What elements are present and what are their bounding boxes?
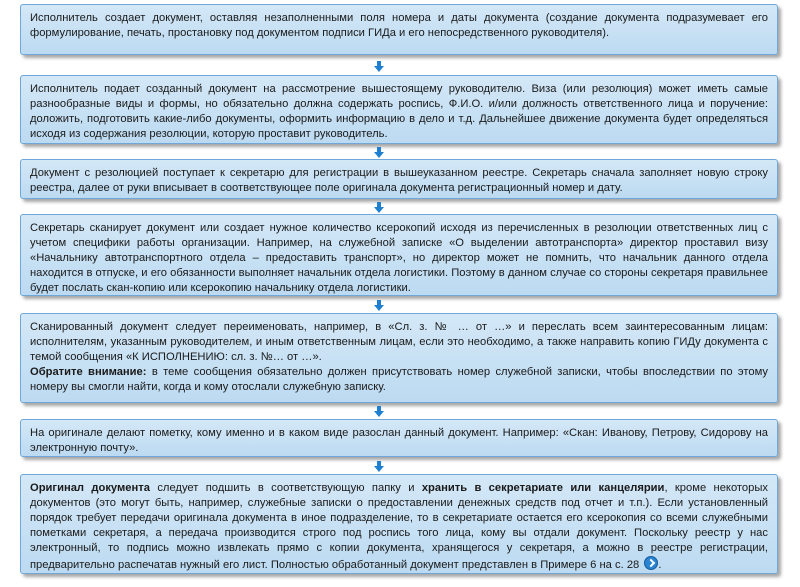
arrow-down-icon: [374, 466, 384, 472]
step-text-3: Документ с резолюцией поступает к секретарю для регистрации в вышеуказанном реестре. Секретарь сначала заполняет новую строку реестра, далее от руки вписывает в соответствующее поле оригинала документа регистрационный номер и дату.: [30, 167, 768, 194]
step-box-4: [20, 214, 778, 296]
step-box-1: [20, 4, 778, 55]
arrow-down-icon: [374, 152, 384, 158]
step-box-3: [20, 159, 778, 199]
arrow-down-icon: [374, 66, 384, 72]
page-reference-icon[interactable]: [644, 556, 658, 570]
step-text-6: На оригинале делают пометку, кому именно и в каком виде разослан данный документ. Например: «Скан: Иванову, Петрову, Сидорову на электронную почту».: [30, 427, 768, 454]
step-box-7: [20, 474, 778, 574]
arrow-down-icon: [374, 207, 384, 213]
arrow-down-icon: [374, 411, 384, 417]
step-box-6: [20, 419, 778, 457]
note-label: Обратите внимание:: [30, 366, 147, 378]
bold-original: Оригинал документа: [30, 482, 150, 494]
step-note-5: [30, 365, 768, 395]
step-text-4: Секретарь сканирует документ или создает нужное количество ксерокопий исходя из перечисленных в резолюции ответственных лиц с учетом специфики работы организации. Например, на служебной записке «О выделении автотранспорта» директор проставил визу «Начальнику автотранспортного отдела – предоставить транспорт», но директор может не помнить, что начальник данного отдела находится в отпуске, и его обязанности выполняет начальник отдела логистики. Поэтому в данном случае со стороны секретаря правильнее будет послать скан-копию или ксерокопию начальнику отдела логистики.: [30, 222, 768, 294]
step-text-7: [30, 481, 768, 573]
arrow-down-icon: [374, 305, 384, 311]
bold-storage: хранить в секретариате или канцелярии: [421, 482, 665, 494]
text-part-1: следует подшить в соответствующую папку и: [149, 482, 422, 494]
note-text: в теме сообщения обязательно должен присутствовать номер служебной записки, чтобы впоследствии по этому номеру вы смогли найти, когда и кому отослали служебную записку.: [30, 366, 769, 393]
step-text-5: Сканированный документ следует переименовать, например, в «Сл. з. № … от …» и переслать всем заинтересованным лицам: исполнителям, указанным руководителем, и иным ответственным лицам, если это необходимо, а также направить копию ГИДу документа с темой сообщения «К ИСПОЛНЕНИЮ: сл. з. №… от …».: [30, 321, 768, 363]
step-box-2: [20, 75, 778, 144]
step-text-1: Исполнитель создает документ, оставляя незаполненными поля номера и даты документа (создание документа подразумевает его формулирование, печать, простановку под документом подписи ГИДа и его непосредственного руководителя).: [30, 12, 768, 39]
step-box-5: [20, 313, 778, 403]
step-text-2: Исполнитель подает созданный документ на рассмотрение вышестоящему руководителю. Виза (или резолюция) может иметь самые разнообразные виды и формы, но обязательно должна содержать роспись, Ф.И.О. и/или должность ответственного лица и поручение: доложить, подготовить какие-либо документы, оформить информацию в дело и т.д. Дальнейшее движение документа будет определяться исходя из содержания резолюции, которую проставит руководитель.: [30, 83, 768, 140]
text-part-2: , кроме некоторых документов (это могут быть, например, служебные записки о предоставлении денежных средств под отчет и т.п.). Если установленный порядок требует передачи оригинала документа в иное подразделение, то в секретариате остается его ксерокопия со всеми служебными пометками секретаря, а передача производится строго под роспись того лица, кому вы отдали документ. Поскольку реестр у нас электронный, то подпись можно извлекать прямо с копии документа, хранящегося у секретаря, а можно в реестре регистрации, предварительно распечатав нужный его лист. Полностью обработанный документ представлен в Примере 6 на с. 28: [30, 482, 768, 571]
text-part-3: .: [658, 559, 662, 571]
